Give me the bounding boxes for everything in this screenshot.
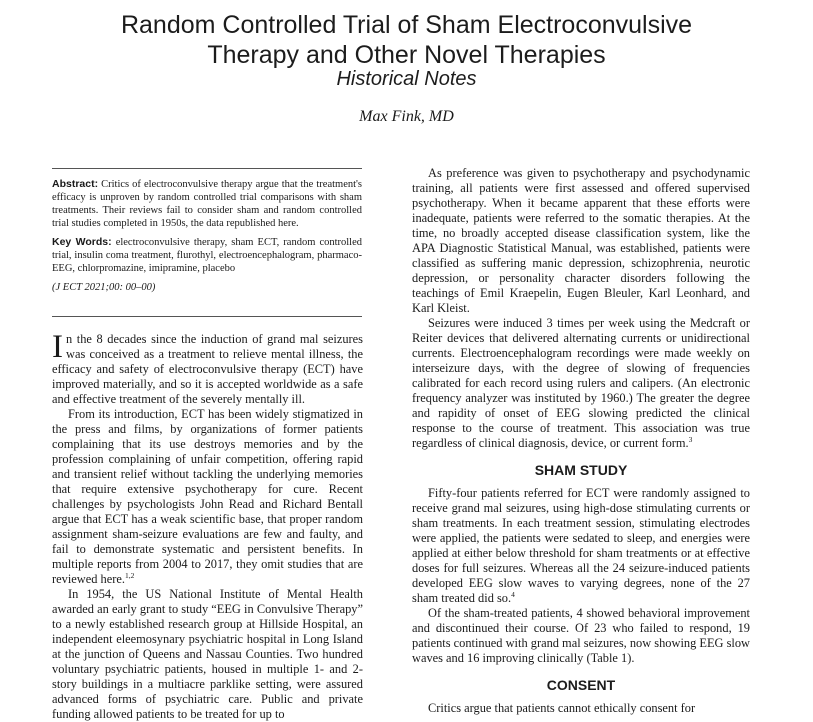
article-title-line-1: Random Controlled Trial of Sham Electroconvulsive — [120, 11, 693, 39]
reference-superscript: 3 — [688, 434, 693, 444]
body-paragraph-7: Of the sham-treated patients, 4 showed behavioral improvement and discontinued their course. Of 23 who failed to respond, 19 patients continued with grand mal seizures, now showing EEG slow waves and 16 improving clinically (Table 1). — [412, 606, 750, 665]
abstract-block — [52, 178, 362, 300]
body-paragraph-2-text: From its introduction, ECT has been widely stigmatized in the press and films, by organizations of former patients complaining that its use destroys memories and by the profession complaining of unfair competition, offering rapid and transient relief without tackling the underlying memories that require extensive psychotherapy for cure. Recent challenges by psychologists John Read and Richard Bentall argue that ECT has a weak scientific base, that proper random assignment sham-seizure evaluations are few and faulty, and fail to demonstrate systematic and persistent benefits. In multiple reports from 2004 to 2017, they omit studies that are reviewed here. — [52, 407, 363, 586]
body-paragraph-8: Critics argue that patients cannot ethically consent for — [428, 701, 696, 715]
body-paragraph-1-text: n the 8 decades since the induction of grand mal seizures was conceived as a treatment to relieve mental illness, the efficacy and safety of electroconvulsive therapy (ECT) have improved materially, and so it is accepted worldwide as a safe and effective treatment of the severely mentally ill. — [52, 332, 363, 406]
right-column — [412, 166, 750, 716]
abstract-text: Critics of electroconvulsive therapy argue that the treatment's efficacy is unproven by random controlled trial comparisons with sham treatments. Their reviews fail to consider sham and random controlled trial studies completed in 1950s, the data republished here. — [52, 179, 363, 229]
section-heading-sham-study: SHAM STUDY — [534, 462, 628, 478]
body-paragraph-5-text: Seizures were induced 3 times per week using the Medcraft or Reiter devices that delivered alternating currents or unidirectional currents. Electroencephalogram recordings were made weekly on interseizure days, with the degree of slowing of frequencies calibrated for each record using rulers and calipers. (An electronic frequency analyzer was instituted by 1960.) The greater the degree and rapidity of onset of EEG slowing predicted the clinical response to the course of treatment. This association was true regardless of clinical diagnosis, device, or current form. — [412, 316, 750, 450]
section-heading-consent: CONSENT — [546, 677, 616, 693]
left-column — [52, 329, 363, 722]
body-paragraph-1 — [52, 329, 363, 407]
author-byline: Max Fink, MD — [359, 108, 454, 125]
drop-cap: I — [52, 329, 63, 365]
body-paragraph-3: In 1954, the US National Institute of Mental Health awarded an early grant to study “EEG in Convulsive Therapy” to a newly established research group at Hillside Hospital, an independent eleemosynary psychiatric hospital in Long Island at the junction of Queens and Nassau Counties. Two hundred voluntary psychiatric patients, housed in multiple 1- and 2-story buildings in a multiacre parklike setting, were assured advanced forms of psychiatric care. Public and private funding allowed patients to be treated for up to — [52, 587, 363, 721]
body-paragraph-6-text: Fifty-four patients referred for ECT were randomly assigned to receive grand mal seizures, using high-dose stimulating currents or sham treatments. In each treatment session, stimulating electrodes were applied, the patients were sedated to sleep, and energies were applied at either below threshold for sham treatments or at effective doses for full seizures. Whereas all the 24 seizure-induced patients developed EEG slow waves to varying degrees, none of the 27 sham treated did so. — [412, 486, 750, 605]
reference-superscript: 1,2 — [124, 570, 135, 580]
keywords-paragraph — [52, 236, 362, 275]
abstract-paragraph — [52, 178, 362, 230]
body-paragraph-5 — [412, 316, 750, 451]
article-title-line-2: Therapy and Other Novel Therapies — [207, 41, 606, 69]
body-paragraph-6 — [412, 486, 750, 606]
abstract-bottom-rule — [52, 316, 362, 317]
keywords-label: Key Words: — [52, 236, 112, 248]
body-paragraph-4: As preference was given to psychotherapy and psychodynamic training, all patients were first assessed and offered supervised psychotherapy. When it became apparent that these efforts were inadequate, patients were referred to the somatic therapies. At the time, no broadly accepted disease classification system, like the APA Diagnostic Statistical Manual, was established, patients were classified as suffering manic depression, schizophrenia, neurotic depression, or personality character disorders following the teachings of Emil Kraepelin, Eugen Bleuler, Karl Leonhard, and Karl Kleist. — [412, 166, 750, 315]
abstract-top-rule — [52, 168, 362, 169]
journal-citation: (J ECT 2021;00: 00–00) — [52, 282, 156, 293]
article-subtitle: Historical Notes — [336, 68, 477, 90]
reference-superscript: 4 — [511, 589, 515, 599]
abstract-label: Abstract: — [52, 178, 99, 190]
keywords-text: electroconvulsive therapy, sham ECT, random controlled trial, insulin coma treatment, flurothyl, electroencephalogram, pharmaco-EEG, chlorpromazine, imipramine, placebo — [52, 237, 363, 274]
body-paragraph-2 — [52, 407, 363, 587]
